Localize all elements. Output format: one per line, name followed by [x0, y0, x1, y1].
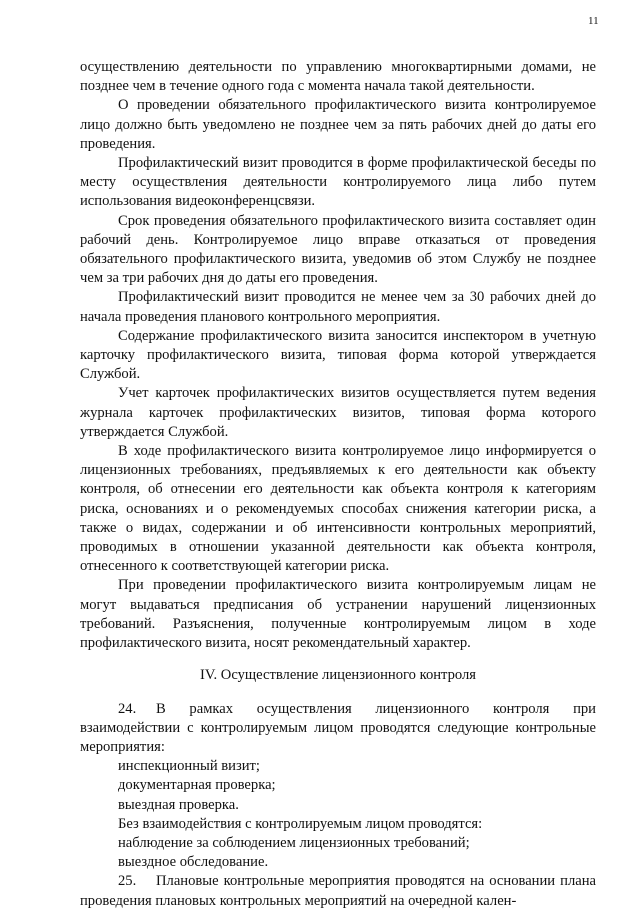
list-item: документарная проверка; [118, 777, 276, 794]
list-item: наблюдение за соблюдением лицензионных требований; [118, 834, 470, 851]
item-24-number: 24. [118, 700, 137, 717]
list-item: инспекционный визит; [118, 758, 260, 775]
paragraph-visit-record: Содержание профилактического визита заносится инспектором в учетную карточку профилактического визита, типовая форма которой утверждается Службой. [80, 327, 596, 383]
paragraph-no-prescriptions: При проведении профилактического визита контролируемым лицам не могут выдаваться предписания об устранении нарушений лицензионных требований. Разъяснения, полученные контролируемым лицом в ходе профилактического визита, носят рекомендательный характер. [80, 577, 596, 652]
paragraph-continuation: осуществлению деятельности по управлению многоквартирными домами, не позднее чем в течение одного года с момента начала такой деятельности. [80, 59, 596, 95]
section-heading: IV. Осуществление лицензионного контроля [199, 667, 477, 684]
document-body [80, 58, 596, 911]
paragraph-visit-journal: Учет карточек профилактических визитов осуществляется путем ведения журнала карточек профилактических визитов, типовая форма которого утверждается Службой. [80, 385, 596, 440]
item-25-number: 25. [118, 873, 137, 890]
list-item: выездная проверка. [118, 796, 239, 813]
item-24 [80, 700, 596, 758]
paragraph-notification-deadline: О проведении обязательного профилактического визита контролируемое лицо должно быть уведомлено не позднее чем за пять рабочих дней до даты его проведения. [80, 97, 596, 152]
paragraph-visit-timing: Профилактический визит проводится не менее чем за 30 рабочих дней до начала проведения планового контрольного мероприятия. [80, 289, 596, 325]
paragraph-visit-form: Профилактический визит проводится в форме профилактической беседы по месту осуществления деятельности контролируемого лица либо путем использования видеоконференцсвязи. [80, 155, 596, 210]
paragraph-visit-informing: В ходе профилактического визита контролируемое лицо информируется о лицензионных требованиях, предъявляемых к его деятельности как объекту контроля, об отнесении его деятельности как объекта контроля к категориям риска, основаниях и о рекомендуемых способах снижения категории риска, а также о видах, содержании и об интенсивности контрольных мероприятий, проводимых в отношении указанной деятельности как объекта контроля, отнесенного к соответствующей категории риска. [80, 443, 596, 575]
item-24-text: В рамках осуществления лицензионного контроля при взаимодействии с контролируемым лицом проводятся следующие контрольные мероприятия: [80, 700, 596, 755]
paragraph-visit-duration: Срок проведения обязательного профилактического визита составляет один рабочий день. Контролируемое лицо вправе отказаться от проведения обязательного профилактического визита, уведомив об этом Службу не позднее чем за три рабочих дня до даты его проведения. [80, 212, 596, 287]
item-25-text: Плановые контрольные мероприятия проводятся на основании плана проведения плановых контрольных мероприятий на очередной кален- [80, 873, 596, 909]
list-item: выездное обследование. [118, 854, 269, 871]
without-interaction-label: Без взаимодействия с контролируемым лицом проводятся: [118, 815, 483, 832]
page-number: 11 [588, 15, 599, 27]
